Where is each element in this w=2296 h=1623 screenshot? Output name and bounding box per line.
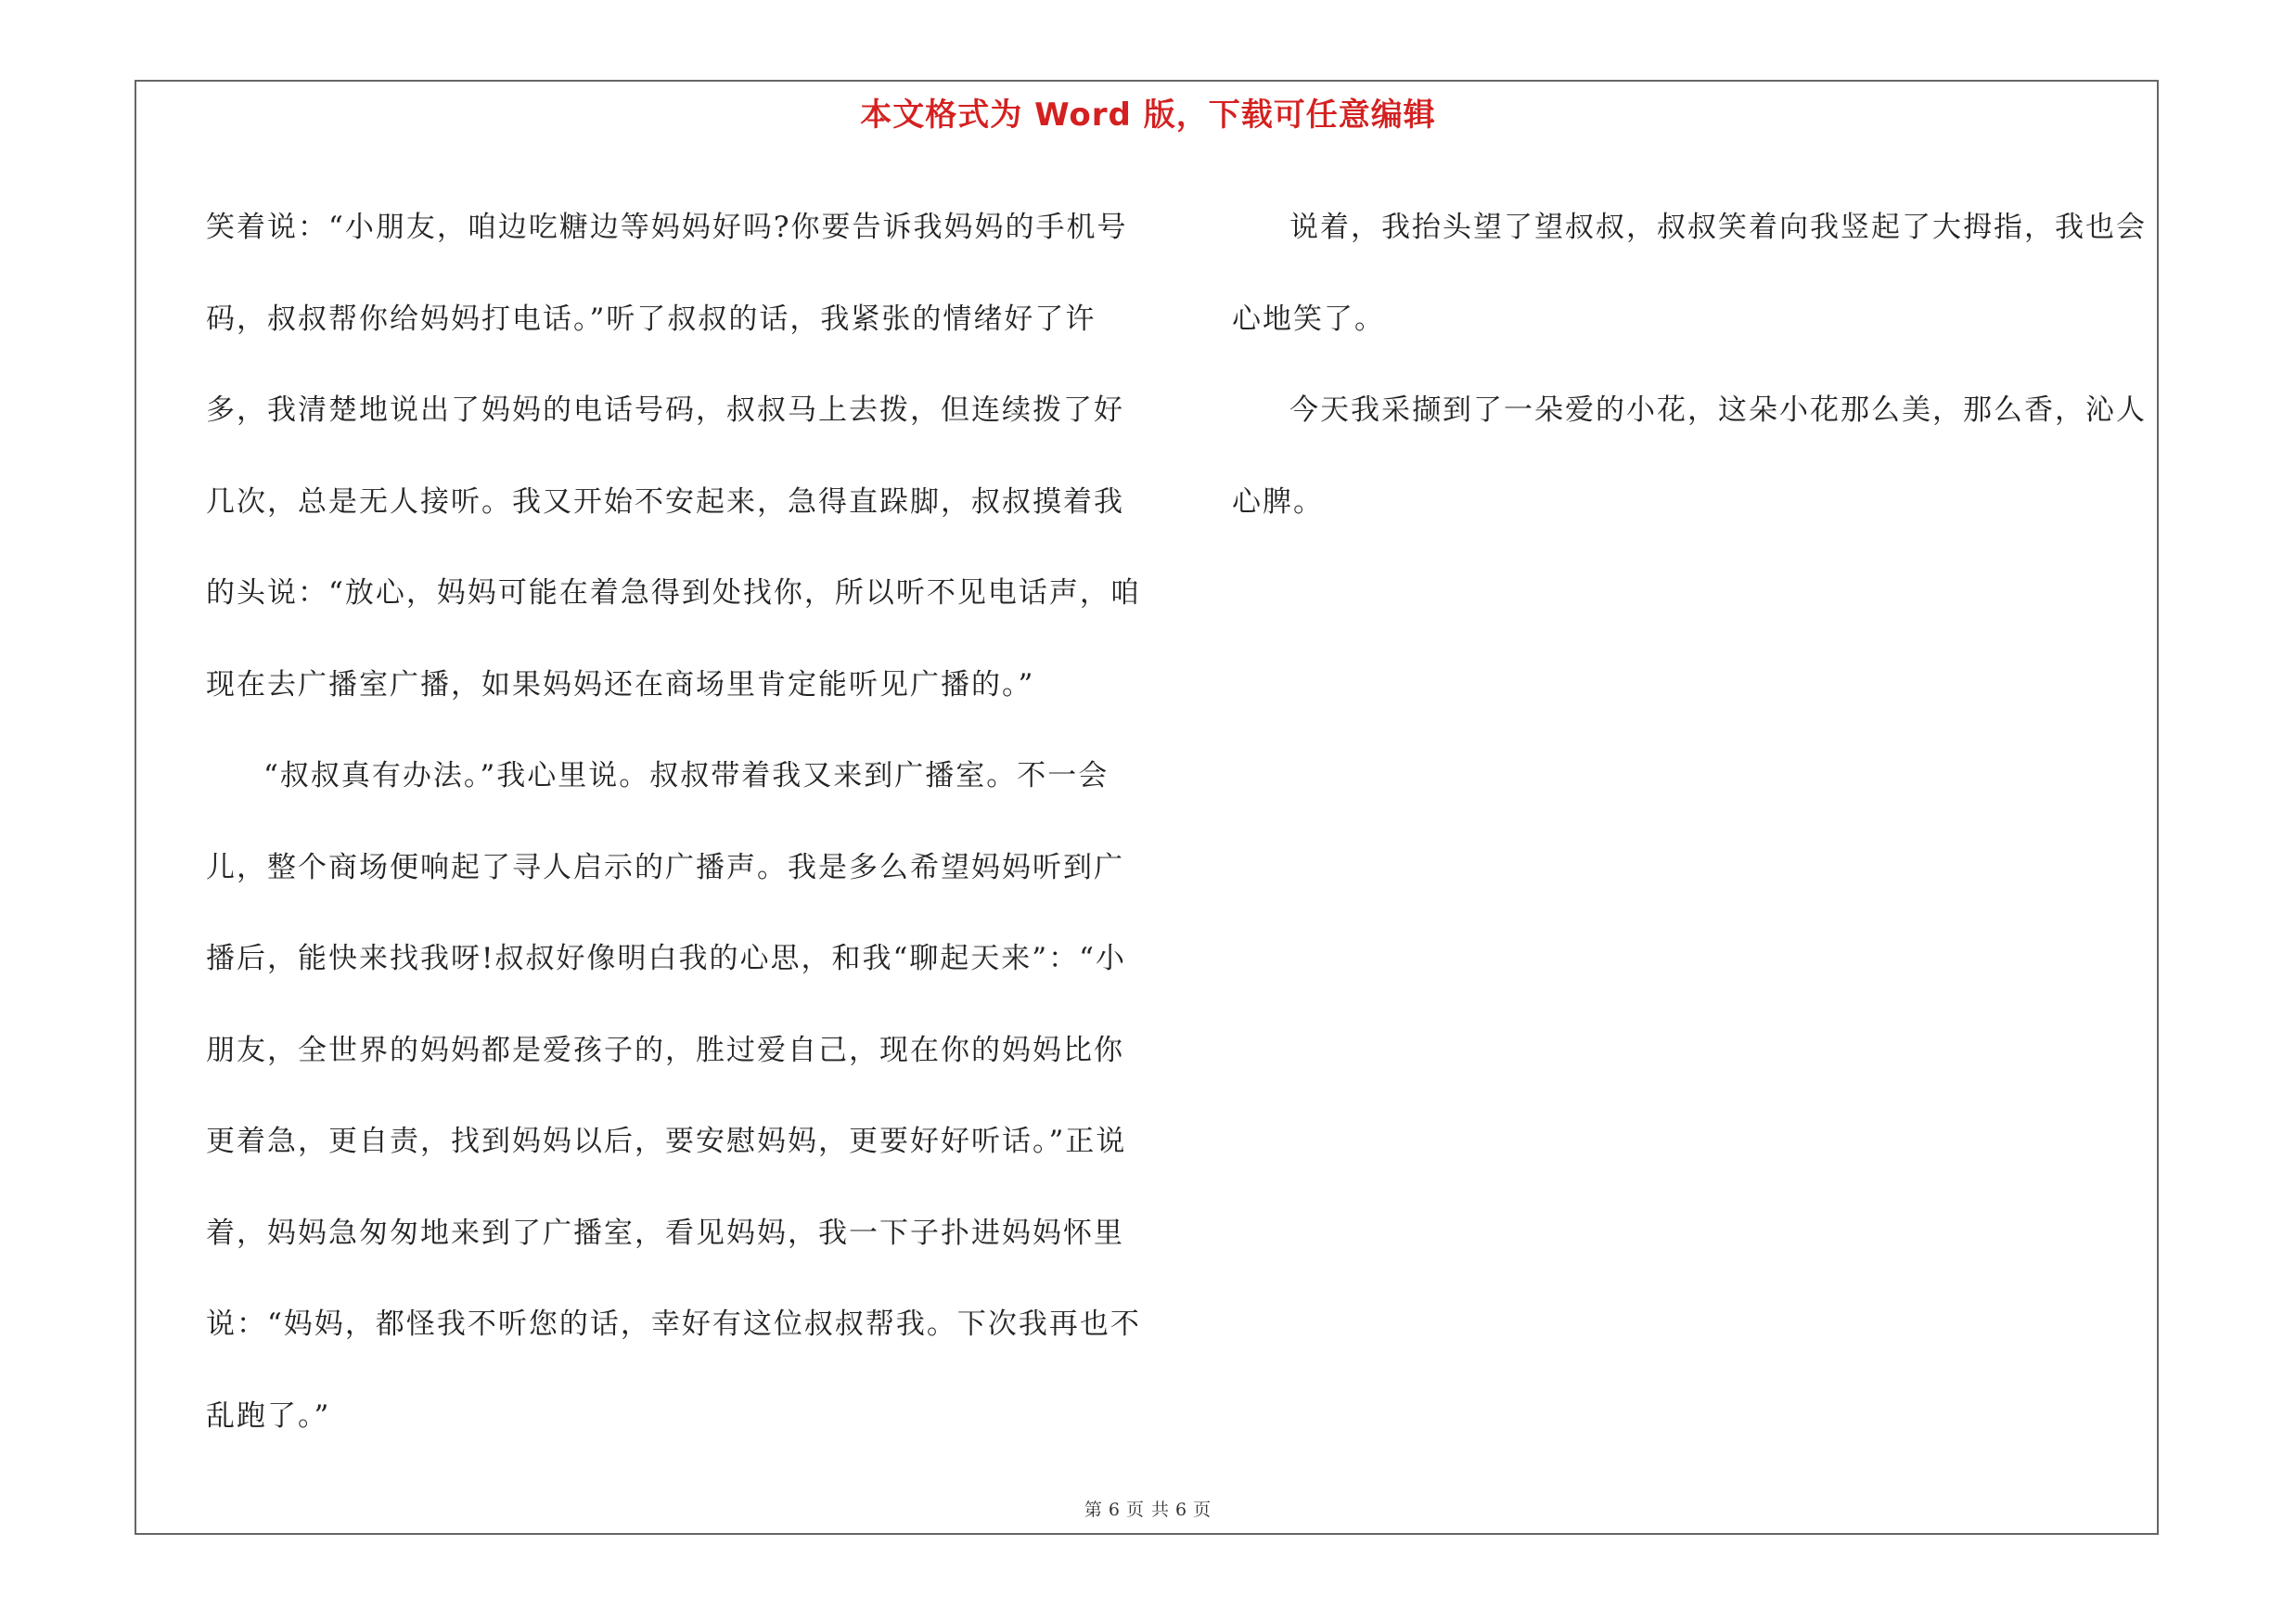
body-paragraph: “叔叔真有办法。”我心里说。叔叔带着我又来到广播室。不一会儿，整个商场便响起了寻人启示的广播声。我是多么希望妈妈听到广播后，能快来找我呀!叔叔好像明白我的心思，和我“聊起天来”：“小朋友，全世界的妈妈都是爱孩子的，胜过爱自己，现在你的妈妈比你更着急，更自责，找到妈妈以后，要安慰妈妈，更要好好听话。”正说着，妈妈急匆匆地来到了广播室，看见妈妈，我一下子扑进妈妈怀里说：“妈妈，都怪我不听您的话，幸好有这位叔叔帮我。下次我再也不乱跑了。” [206,759,1141,1433]
body-paragraph: 今天我采撷到了一朵爱的小花，这朵小花那么美，那么香，沁人心脾。 [1232,393,2147,519]
left-text-column [206,182,1143,1462]
current-page-number: 6 [1108,1500,1121,1520]
right-text-column [1232,182,2150,547]
body-paragraph: 笑着说：“小朋友，咱边吃糖边等妈妈好吗?你要告诉我妈妈的手机号码，叔叔帮你给妈妈打电话。”听了叔叔的话，我紧张的情绪好了许多，我清楚地说出了妈妈的电话号码，叔叔马上去拨，但连续拨了好几次，总是无人接听。我又开始不安起来，急得直跺脚，叔叔摸着我的头说：“放心，妈妈可能在着急得到处找你，所以听不见电话声，咱现在去广播室广播，如果妈妈还在商场里肯定能听见广播的。” [206,211,1141,702]
body-paragraph: 说着，我抬头望了望叔叔，叔叔笑着向我竖起了大拇指，我也会心地笑了。 [1232,211,2147,336]
page-label-suffix: 页 [1193,1500,1212,1520]
word-format-banner: 本文格式为 Word 版，下载可任意编辑 [860,97,1436,134]
total-page-number: 6 [1175,1500,1188,1520]
page-number-footer [0,1496,2296,1521]
page-label-prefix: 第 [1084,1500,1103,1520]
page-label-mid: 页 共 [1125,1500,1171,1520]
